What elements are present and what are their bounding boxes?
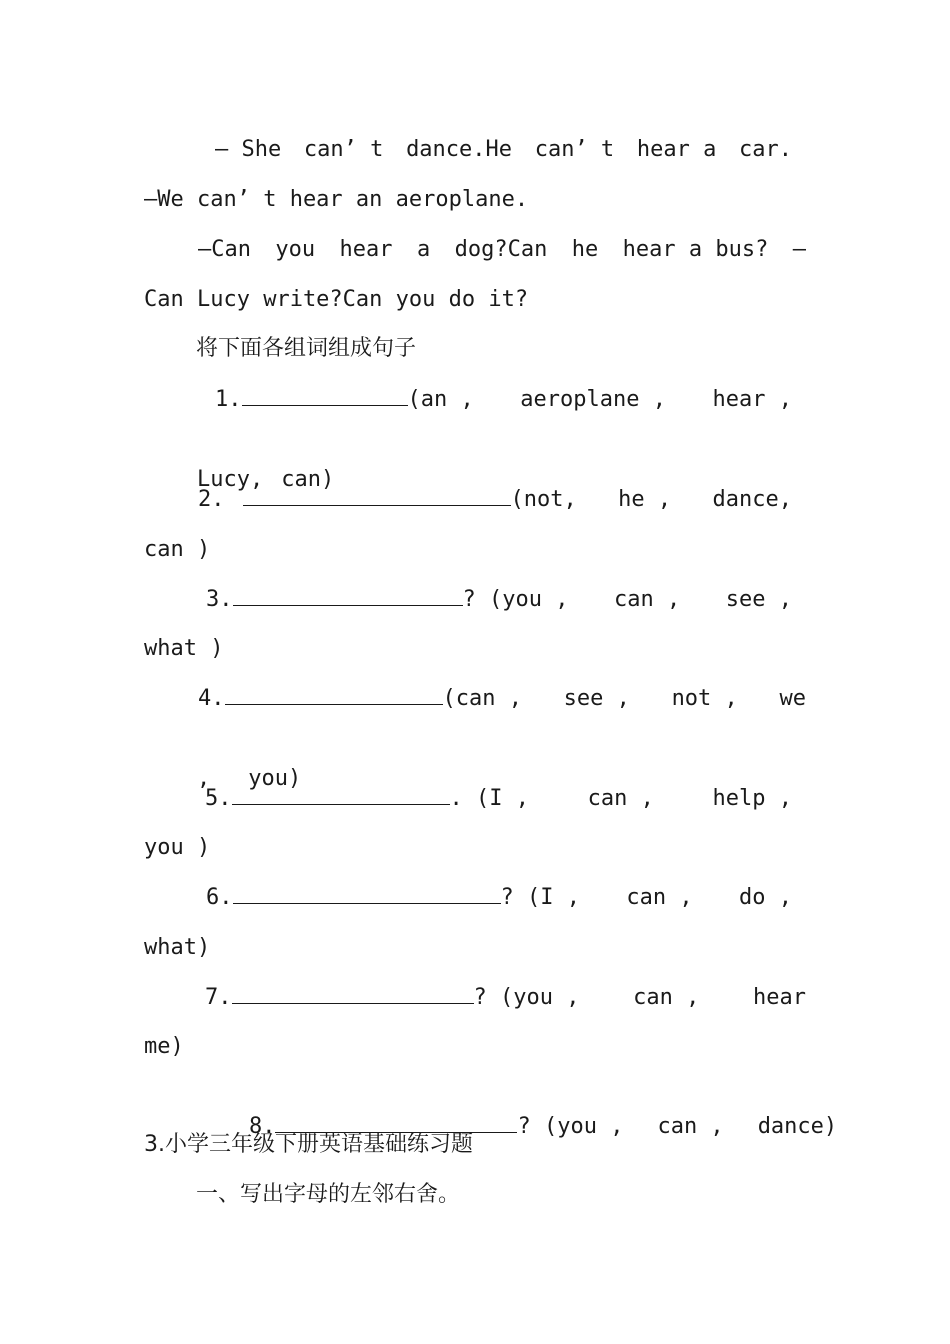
text: — She — [215, 137, 282, 162]
text: car. — [739, 137, 792, 162]
text: he — [571, 237, 599, 262]
answer-blank[interactable] — [232, 983, 474, 1004]
text: not , — [671, 686, 738, 711]
text: do , — [739, 885, 792, 910]
item-number: 8. — [248, 1114, 276, 1139]
exercise-item-6-cont: what) — [144, 935, 211, 960]
item-number: 7. — [205, 985, 232, 1010]
text: — — [792, 237, 806, 262]
text: , — [196, 766, 211, 791]
dialogue-line-3 — [198, 235, 806, 265]
text: see , — [563, 686, 630, 711]
text: hear a — [636, 137, 717, 162]
exercise-item-2-cont: can ) — [144, 537, 211, 562]
exercise-item-5-cont: you ) — [144, 835, 211, 860]
text: ? (you , — [473, 985, 580, 1010]
text: dance) — [757, 1114, 838, 1139]
text: ? (you , — [462, 587, 569, 612]
answer-blank[interactable] — [243, 485, 511, 506]
answer-blank[interactable] — [225, 684, 443, 705]
exercise-item-4 — [198, 684, 806, 714]
exercise-item-5 — [205, 784, 792, 814]
answer-blank[interactable] — [233, 883, 501, 904]
text: (an , — [407, 387, 474, 412]
exercise-item-2 — [198, 485, 792, 515]
answer-blank[interactable] — [232, 784, 450, 805]
answer-blank[interactable] — [242, 385, 408, 406]
text: —Can — [198, 237, 251, 262]
text: hear , — [712, 387, 792, 412]
text: can , — [633, 985, 700, 1010]
text: dance.He — [406, 137, 513, 162]
item-number: 2. — [198, 487, 225, 512]
dialogue-line-4: Can Lucy write?Can you do it? — [144, 287, 529, 312]
text: . (I , — [449, 786, 529, 811]
exercise-item-8 — [196, 1082, 838, 1139]
text: (can , — [442, 686, 522, 711]
text: hear — [753, 985, 806, 1010]
text: we — [779, 686, 806, 711]
text: can’ t — [534, 137, 615, 162]
text: a — [416, 237, 431, 262]
item-number: 6. — [206, 885, 233, 910]
exercise-item-1-cont — [144, 435, 335, 492]
text: aeroplane , — [520, 387, 666, 412]
item-number: 3. — [206, 587, 233, 612]
text: hear — [339, 237, 393, 262]
text: can) — [281, 467, 335, 492]
dialogue-line-2: —We can’ t hear an aeroplane. — [144, 187, 529, 212]
text: hear a bus? — [622, 237, 769, 262]
answer-blank[interactable] — [233, 585, 463, 606]
text: you — [275, 237, 316, 262]
text: can , — [587, 786, 654, 811]
text: dance, — [712, 487, 792, 512]
item-number: 5. — [205, 786, 232, 811]
text: help , — [712, 786, 792, 811]
text: ? (I , — [500, 885, 580, 910]
text: can , — [614, 587, 681, 612]
exercise-item-4-cont — [144, 734, 302, 791]
exercise-item-1 — [215, 385, 792, 415]
exercise-item-3 — [206, 585, 792, 615]
text: Lucy, — [196, 467, 264, 492]
subsection-heading: 一、写出字母的左邻右舍。 — [196, 1182, 461, 1207]
exercise-item-7-cont: me) — [144, 1034, 184, 1059]
text: can , — [657, 1114, 724, 1139]
text: ? (you , — [517, 1114, 624, 1139]
text: can , — [626, 885, 693, 910]
exercise-item-7 — [205, 983, 806, 1013]
exercise-item-6 — [206, 883, 792, 913]
text: dog?Can — [454, 237, 548, 262]
text: he , — [618, 487, 672, 512]
section-heading: 3.小学三年级下册英语基础练习题 — [144, 1132, 473, 1157]
text: can’ t — [303, 137, 384, 162]
item-number: 1. — [215, 387, 242, 412]
text: you) — [248, 766, 302, 791]
item-number: 4. — [198, 686, 225, 711]
text: (not, — [510, 487, 577, 512]
text: see , — [725, 587, 792, 612]
exercise-item-3-cont: what ) — [144, 636, 224, 661]
dialogue-line-1 — [215, 135, 792, 165]
instruction: 将下面各组词组成句子 — [196, 336, 417, 361]
